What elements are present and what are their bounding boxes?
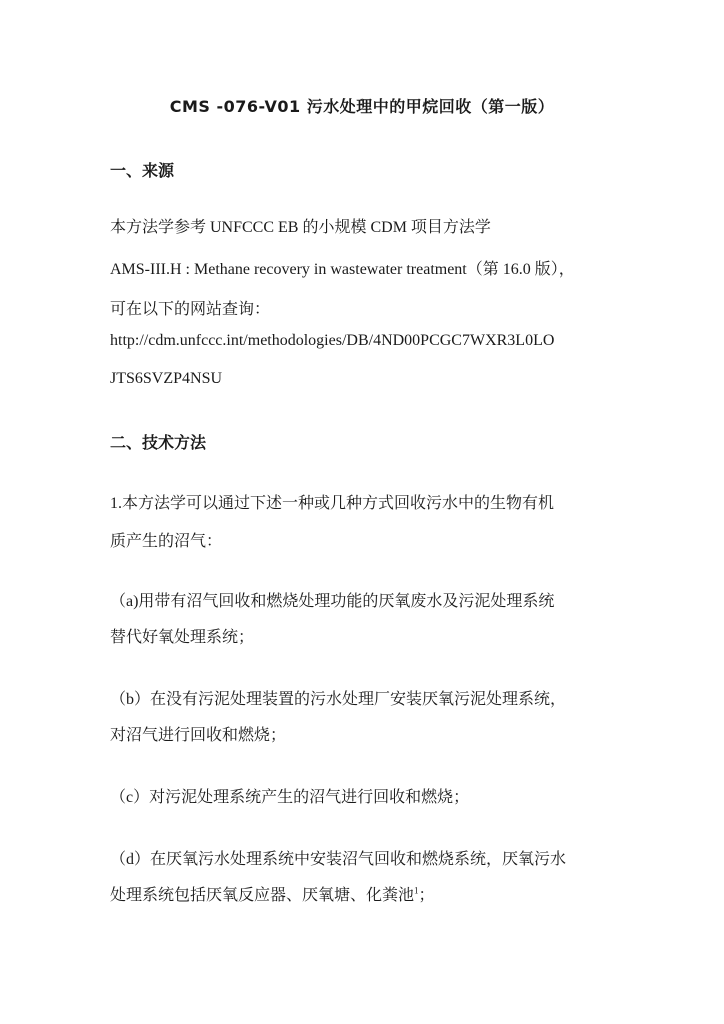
footnote-marker: 1 (414, 885, 419, 896)
list-item-b-line: 对沼气进行回收和燃烧； (110, 727, 287, 744)
paragraph-line: AMS-III.H : Methane recovery in wastewater treatment（第 16.0 版）， (110, 261, 575, 278)
list-item-b-line: （b）在没有污泥处理装置的污水处理厂安装厌氧污泥处理系统， (110, 691, 567, 708)
list-item-d-line: （d）在厌氧污水处理系统中安装沼气回收和燃烧系统，厌氧污水 (110, 851, 567, 868)
paragraph-line: 可在以下的网站查询： (110, 301, 271, 318)
paragraph-line: 本方法学参考 UNFCCC EB 的小规模 CDM 项目方法学 (110, 219, 491, 236)
list-item-a-line: （a)用带有沼气回收和燃烧处理功能的厌氧废水及污泥处理系统 (110, 593, 555, 610)
list-item-d-line (110, 882, 630, 905)
section-heading-technical-method: 二、技术方法 (110, 433, 207, 452)
paragraph-line: 质产生的沼气： (110, 533, 223, 550)
line-end-punctuation: ； (418, 887, 435, 904)
document-title: CMS -076-V01 污水处理中的甲烷回收（第一版） (169, 97, 555, 116)
list-item-a-line: 替代好氧处理系统； (110, 629, 255, 646)
methodology-url-line: JTS6SVZP4NSU (110, 370, 223, 387)
paragraph-line: 1.本方法学可以通过下述一种或几种方式回收污水中的生物有机 (110, 495, 555, 512)
methodology-url-line: http://cdm.unfccc.int/methodologies/DB/4ND00PCGC7WXR3L0LO (110, 332, 555, 349)
list-item-c-line: （c）对污泥处理系统产生的沼气进行回收和燃烧； (110, 789, 470, 806)
section-heading-source: 一、来源 (110, 161, 175, 180)
list-item-d-text: 处理系统包括厌氧反应器、厌氧塘、化粪池 (110, 887, 415, 904)
